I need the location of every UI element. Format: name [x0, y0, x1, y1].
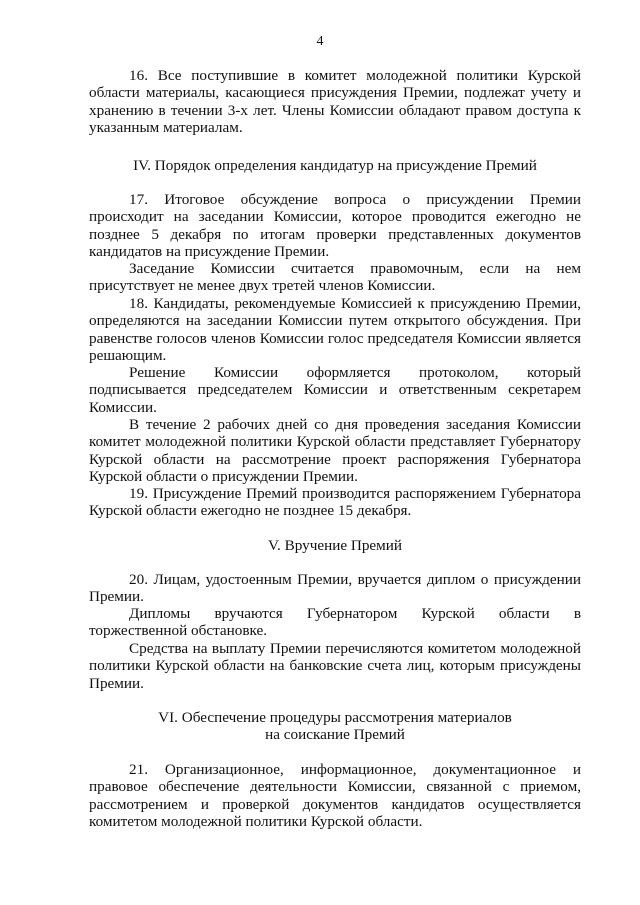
paragraph-16: 16. Все поступившие в комитет молодежной политики Курской области материалы, касающиеся присуждения Премии, подлежат учету и хранению в течении 3-х лет. Члены Комиссии обладают правом доступа к указанным материалам. [89, 67, 581, 137]
section-heading-vi [89, 709, 581, 744]
paragraph-19: 19. Присуждение Премий производится распоряжением Губернатора Курской области ежегодно не позднее 15 декабря. [89, 485, 581, 520]
paragraph-17: 17. Итоговое обсуждение вопроса о присуждении Премии происходит на заседании Комиссии, которое проводится ежегодно не позднее 5 декабря по итогам проверки представленных документов кандидатов на присуждение Премии. [89, 191, 581, 261]
paragraph-18-decision: Решение Комиссии оформляется протоколом, который подписывается председателем Комиссии и ответственным секретарем Комиссии. [89, 364, 581, 416]
paragraph-20-funds: Средства на выплату Премии перечисляются комитетом молодежной политики Курской области на банковские счета лиц, которым присуждены Премии. [89, 640, 581, 692]
paragraph-17-quorum: Заседание Комиссии считается правомочным, если на нем присутствует не менее двух третей членов Комиссии. [89, 260, 581, 295]
section-heading-v: V. Вручение Премий [267, 537, 403, 554]
section-heading-iv: IV. Порядок определения кандидатур на присуждение Премий [133, 157, 537, 174]
page-number: 4 [316, 34, 324, 49]
paragraph-18: 18. Кандидаты, рекомендуемые Комиссией к присуждению Премии, определяются на заседании Комиссии путем открытого обсуждения. При равенстве голосов членов Комиссии голос председателя Комиссии является решающим. [89, 295, 581, 365]
paragraph-18-submission: В течение 2 рабочих дней со дня проведения заседания Комиссии комитет молодежной политики Курской области представляет Губернатору Курской области на рассмотрение проект распоряжения Губернатора Курской области о присуждении Премии. [89, 416, 581, 486]
paragraph-21: 21. Организационное, информационное, документационное и правовое обеспечение деятельности Комиссии, связанной с приемом, рассмотрением и проверкой документов кандидатов осуществляется комитетом молодежной политики Курской области. [89, 761, 581, 831]
paragraph-20: 20. Лицам, удостоенным Премии, вручается диплом о присуждении Премии. [89, 571, 581, 606]
section-heading-vi-line-1: VI. Обеспечение процедуры рассмотрения материалов [158, 709, 512, 726]
section-heading-vi-line-2: на соискание Премий [265, 726, 405, 744]
paragraph-20-diplomas: Дипломы вручаются Губернатором Курской области в торжественной обстановке. [89, 605, 581, 640]
